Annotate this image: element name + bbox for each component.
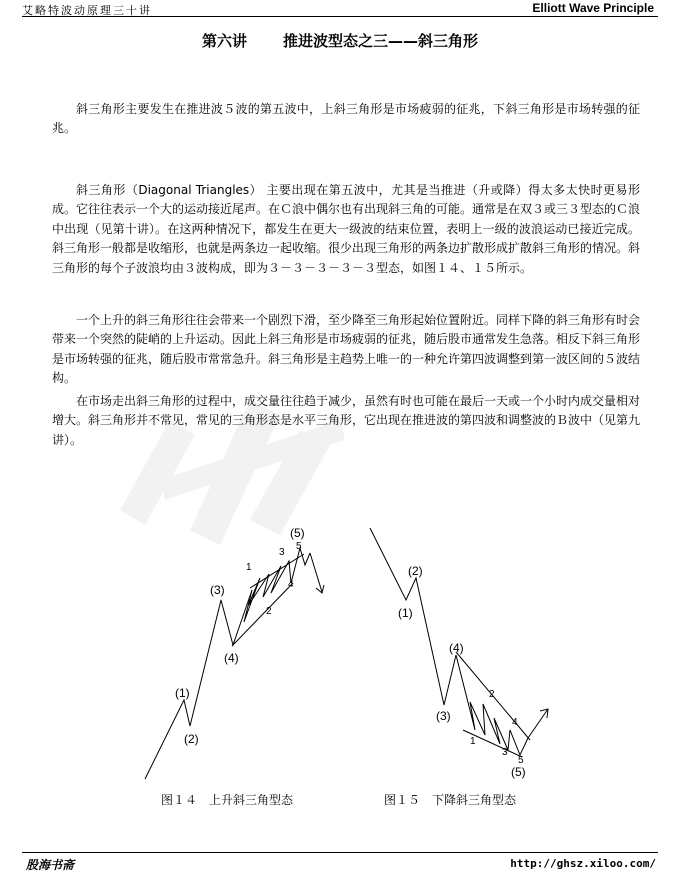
fig15-label-3: (3) xyxy=(436,709,451,723)
fig14-sub-2: 2 xyxy=(266,606,272,617)
fig14-label-3: (3) xyxy=(210,583,225,597)
fig15-label-2: (2) xyxy=(408,564,423,578)
figure-14-caption: 图１４ 上升斜三角型态 xyxy=(161,793,294,807)
fig14-sub-3: 3 xyxy=(279,547,285,558)
fig14-label-2: (2) xyxy=(184,732,199,746)
header-book-title: 艾略特波动原理三十讲 xyxy=(22,4,152,17)
page-title xyxy=(0,30,680,51)
fig15-label-5: (5) xyxy=(511,765,526,779)
fig15-sub-5: 5 xyxy=(518,755,524,766)
footer-divider xyxy=(22,852,658,853)
header-english-title: Elliott Wave Principle xyxy=(532,1,654,15)
summary-paragraph: 斜三角形主要发生在推进波５波的第五波中，上斜三角形是市场疲弱的征兆，下斜三角形是市场转强的征兆。 xyxy=(52,102,640,136)
body-paragraph-1: 斜三角形（Diagonal Triangles） 主要出现在第五波中，尤其是当推进（升或降）得太多太快时更易形成。它往往表示一个大的运动接近尾声。在Ｃ浪中偶尔也有出现斜三角的可能。通常是在双３或三３型态的Ｃ浪中出现（见第十讲）。在这两种情况下，都发生在更大一级波的结束位置，表明上一级的波浪运动已接近完成。斜三角形一般都是收缩形，也就是两条边一起收缩。很少出现三角形的两条边扩散形成扩散斜三角形的情况。斜三角形的每个子波浪均由３波构成，即为３－３－３－３－３型态，如图１４、１５所示。 xyxy=(52,183,641,275)
fig15-exit-arrow xyxy=(528,709,548,738)
fig15-sub-3: 3 xyxy=(502,747,508,758)
fig15-label-4: (4) xyxy=(449,641,464,655)
lecture-number: 第六讲 xyxy=(201,32,247,50)
footer-url[interactable]: http://ghsz.xiloo.com/ xyxy=(510,857,656,870)
footer-site-name: 股海书斋 xyxy=(26,858,75,872)
fig14-label-1: (1) xyxy=(175,686,190,700)
fig14-sub-4: 4 xyxy=(288,579,294,590)
fig14-sub-1: 1 xyxy=(246,562,252,573)
figure-15-caption: 图１５ 下降斜三角型态 xyxy=(384,793,517,807)
lecture-topic: 推进波型态之三——斜三角形 xyxy=(283,32,479,50)
fig14-label-5: (5) xyxy=(290,526,305,540)
header-divider xyxy=(22,16,658,17)
fig15-label-1: (1) xyxy=(398,606,413,620)
body-paragraph-3: 在市场走出斜三角形的过程中，成交量往往趋于减少，虽然有时也可能在最后一天或一个小时内成交量相对增大。斜三角形并不常见，常见的三角形态是水平三角形，它出现在推进波的第四波和调整波的Ｂ波中（见第九讲）。 xyxy=(52,394,641,447)
fig14-sub-5: 5 xyxy=(296,541,302,552)
fig14-lower-trendline xyxy=(232,583,293,646)
wave-diagrams xyxy=(130,515,570,790)
fig15-sub-4: 4 xyxy=(512,717,518,728)
fig14-exit-arrow xyxy=(310,553,322,592)
fig15-sub-1: 1 xyxy=(470,736,476,747)
body-paragraph-2: 一个上升的斜三角形往往会带来一个剧烈下滑，至少降至三角形起始位置附近。同样下降的斜三角形有时会带来一个突然的陡峭的上升运动。因此上斜三角形是市场疲弱的征兆，随后股市通常发生急落。相反下斜三角形是市场转强的征兆，随后股市常常急升。斜三角形是主趋势上唯一的一种允许第四波调整到第一波区间的５波结构。 xyxy=(52,313,641,386)
fig15-sub-2: 2 xyxy=(489,689,495,700)
fig14-label-4: (4) xyxy=(224,651,239,665)
